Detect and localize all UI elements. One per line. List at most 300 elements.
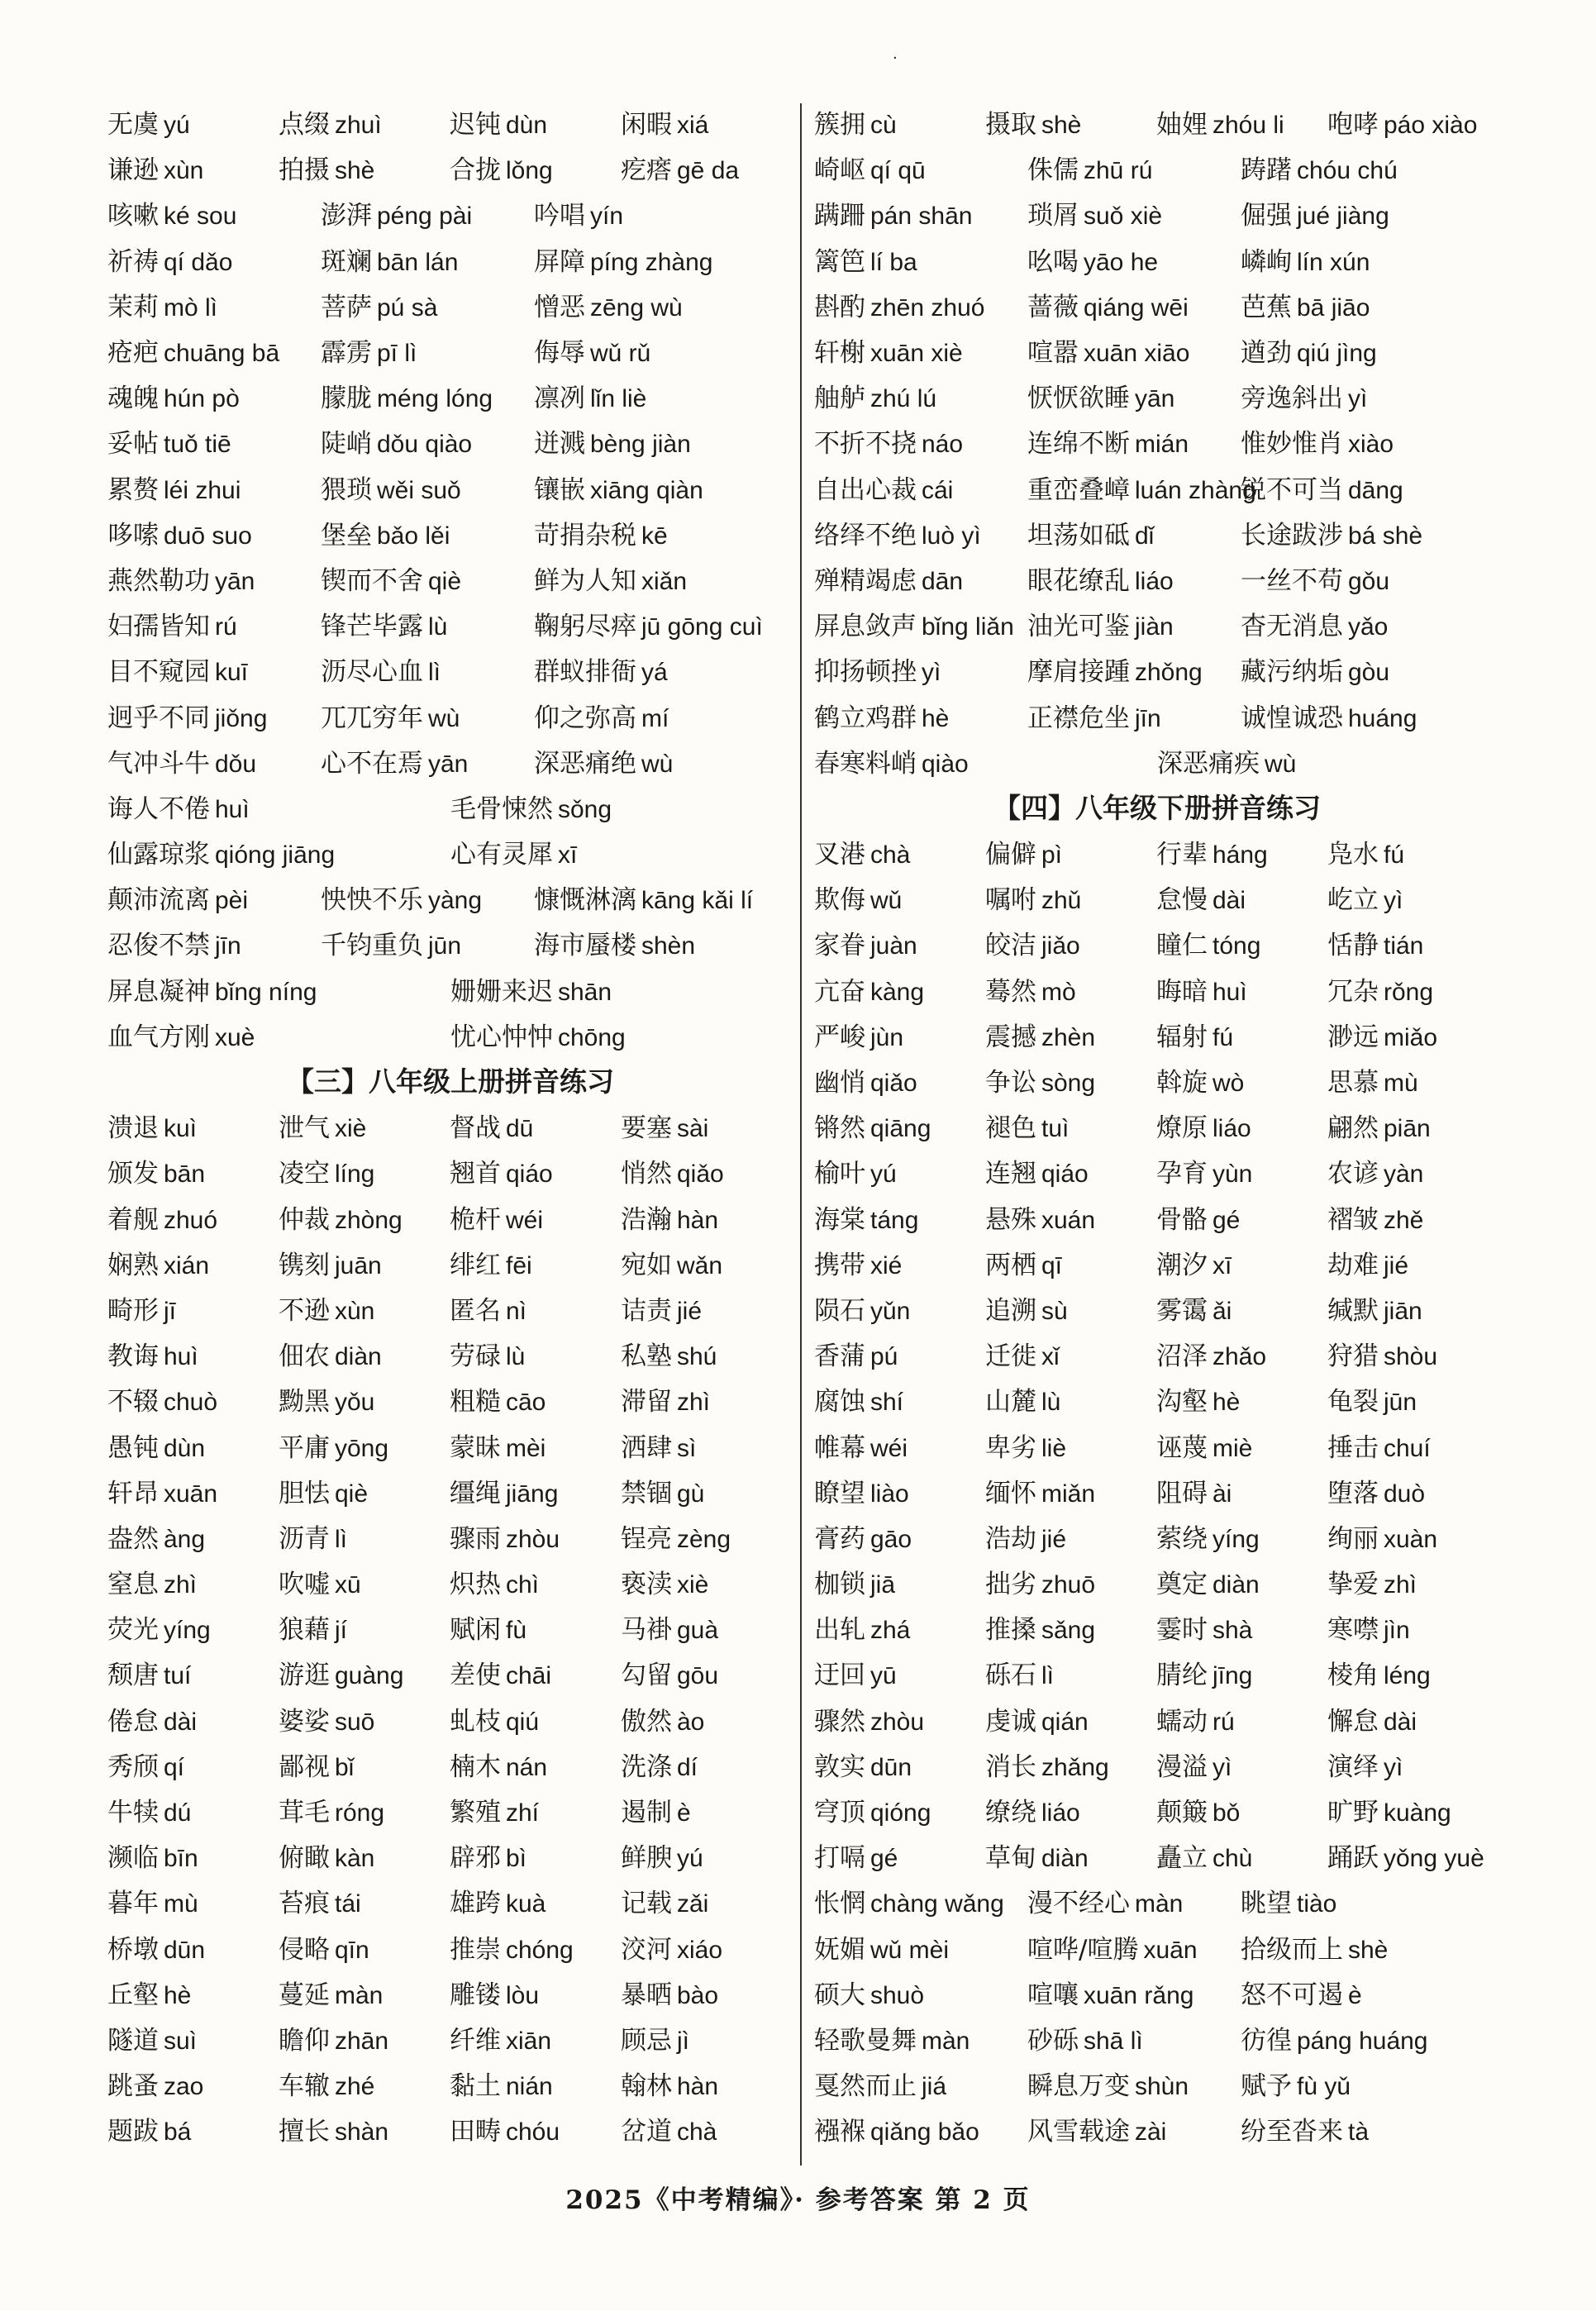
word-row (814, 1331, 1500, 1376)
word-text: 悄然 (621, 1159, 672, 1189)
pinyin-text: rǒng (1384, 978, 1434, 1006)
pinyin-text: jiàn (1135, 613, 1174, 641)
word-text: 佃农 (279, 1341, 330, 1372)
pinyin-text: lù (506, 1343, 526, 1371)
word-text: 仲裁 (279, 1204, 330, 1235)
word-entry (1027, 560, 1241, 597)
word-row (107, 555, 793, 601)
pinyin-text: shān (558, 978, 612, 1006)
word-entry (450, 1427, 621, 1464)
pinyin-text: yíng (164, 1617, 211, 1645)
pinyin-text: fù (506, 1617, 527, 1645)
pinyin-text: hè (922, 704, 950, 732)
word-text: 镶嵌 (534, 474, 585, 505)
word-text: 仰之弥高 (534, 703, 636, 733)
word-entry (450, 1654, 621, 1691)
word-entry (450, 1608, 621, 1646)
word-entry (985, 1608, 1156, 1646)
pinyin-text: zhì (677, 1389, 711, 1417)
word-text: 遏制 (621, 1798, 672, 1828)
word-entry (1327, 103, 1500, 141)
word-row (107, 738, 793, 784)
pinyin-text: liáo (1135, 567, 1174, 595)
word-text: 龟裂 (1327, 1387, 1379, 1418)
word-text: 蹒跚 (814, 201, 865, 231)
word-row (107, 2061, 793, 2106)
word-entry (450, 1472, 621, 1509)
word-entry (450, 1563, 621, 1600)
word-row (814, 601, 1500, 646)
word-entry (814, 103, 985, 141)
word-entry (321, 241, 534, 278)
word-text: 骤雨 (450, 1523, 501, 1554)
word-text: 差使 (450, 1661, 501, 1691)
word-row (814, 327, 1500, 373)
word-text: 家眷 (814, 931, 865, 961)
pinyin-text: bā jiāo (1297, 293, 1370, 322)
word-entry (450, 1107, 621, 1144)
left-column (107, 99, 793, 2151)
word-entry (1327, 1837, 1500, 1874)
word-entry (107, 1746, 279, 1783)
word-entry (814, 1928, 1027, 1966)
word-text: 累赘 (107, 474, 159, 505)
word-text: 燕然勒功 (107, 565, 210, 596)
word-text: 懈怠 (1327, 1706, 1379, 1737)
word-entry (814, 697, 1027, 734)
pinyin-text: tuí (164, 1662, 192, 1690)
word-entry (621, 1518, 793, 1555)
pinyin-text: mò (1041, 978, 1076, 1006)
pinyin-text: yān (215, 567, 255, 595)
pinyin-text: mò lì (164, 293, 218, 322)
word-entry (1156, 924, 1327, 961)
pinyin-text: ài (1212, 1480, 1232, 1508)
pinyin-text: lòu (506, 1981, 540, 2009)
pinyin-text: chóu chú (1297, 157, 1398, 185)
pinyin-text: chà (677, 2118, 717, 2147)
word-entry (985, 879, 1156, 916)
pinyin-text: lì (335, 1525, 347, 1553)
word-entry (621, 1700, 793, 1737)
word-text: 记载 (621, 1889, 672, 1919)
word-text: 侵略 (279, 1934, 330, 1965)
pinyin-text: luò yì (922, 522, 981, 550)
word-text: 阻碍 (1156, 1478, 1208, 1508)
word-row (814, 2061, 1500, 2106)
word-entry (279, 2065, 450, 2102)
word-text: 秀颀 (107, 1751, 159, 1782)
pinyin-text: bān lán (377, 248, 459, 276)
word-entry (279, 1928, 450, 1966)
word-text: 闲暇 (621, 110, 672, 141)
word-entry (321, 331, 534, 369)
word-row (107, 1742, 793, 1787)
word-row (107, 966, 793, 1012)
pinyin-text: yú (677, 1845, 703, 1873)
pinyin-text: zhòu (506, 1525, 560, 1553)
word-row (107, 373, 793, 418)
word-entry (279, 1380, 450, 1418)
word-text: 侏儒 (1027, 155, 1079, 186)
word-text: 滞留 (621, 1387, 672, 1418)
pinyin-text: màn (335, 1981, 384, 2009)
word-row (814, 692, 1500, 737)
word-entry (1327, 1654, 1500, 1691)
pinyin-text: zhì (164, 1571, 198, 1599)
word-text: 澎湃 (321, 201, 372, 231)
word-entry (534, 422, 793, 460)
word-entry (107, 1974, 279, 2011)
pinyin-text: yāo he (1084, 248, 1159, 276)
pinyin-text: gé (1212, 1206, 1241, 1234)
word-text: 田畴 (450, 2117, 501, 2147)
pinyin-text: yǔn (870, 1297, 911, 1325)
pinyin-text: chóng (506, 1936, 574, 1964)
word-entry (279, 1837, 450, 1874)
word-entry (1327, 879, 1500, 916)
word-text: 迁徙 (985, 1341, 1036, 1372)
word-text: 深恶痛绝 (534, 748, 636, 779)
word-text: 拾级而上 (1241, 1934, 1343, 1965)
word-row (107, 327, 793, 373)
word-entry (814, 1380, 985, 1418)
word-text: 辐射 (1156, 1022, 1208, 1052)
pinyin-text: jié (677, 1297, 703, 1325)
pinyin-text: gòu (1348, 659, 1390, 687)
pinyin-text: xuán (1041, 1206, 1096, 1234)
pinyin-text: tái (335, 1890, 361, 1918)
word-text: 褪色 (985, 1113, 1036, 1144)
word-row (107, 190, 793, 236)
pinyin-text: qiè (335, 1480, 369, 1508)
word-text: 锃亮 (621, 1523, 672, 1554)
word-entry (1156, 1700, 1327, 1737)
pinyin-text: qiǎo (677, 1160, 724, 1189)
pinyin-text: kuà (506, 1890, 546, 1918)
pinyin-text: shàn (335, 2118, 389, 2147)
word-text: 堡垒 (321, 520, 372, 550)
word-text: 敦实 (814, 1751, 865, 1782)
word-entry (1156, 1518, 1327, 1555)
word-entry (321, 469, 534, 506)
word-text: 漫溢 (1156, 1751, 1208, 1782)
word-entry (107, 241, 321, 278)
pinyin-text: yān (428, 750, 469, 778)
word-row (107, 874, 793, 920)
word-entry (814, 1061, 985, 1098)
pinyin-text: zao (164, 2073, 204, 2101)
word-text: 踌躇 (1241, 155, 1292, 186)
word-text: 马褂 (621, 1615, 672, 1646)
word-entry (814, 924, 985, 961)
pinyin-text: shā lì (1084, 2027, 1143, 2055)
pinyin-text: xuān (1143, 1936, 1198, 1964)
pinyin-text: péng pài (377, 203, 473, 231)
word-text: 海市蜃楼 (534, 931, 636, 961)
word-entry (1241, 422, 1500, 460)
word-row (814, 190, 1500, 236)
word-entry (107, 560, 321, 597)
word-text: 纤维 (450, 2025, 501, 2056)
pinyin-text: dān (922, 567, 964, 595)
pinyin-text: xū (335, 1571, 361, 1599)
word-entry (985, 1837, 1156, 1874)
word-text: 妥帖 (107, 429, 159, 460)
pinyin-text: zhān (335, 2027, 389, 2055)
word-text: 跳蚤 (107, 2071, 159, 2102)
pinyin-text: è (1348, 1981, 1362, 2009)
word-entry (1027, 331, 1241, 369)
word-row (107, 1240, 793, 1285)
pinyin-text: bá shè (1348, 522, 1423, 550)
pinyin-text: jiān (1384, 1297, 1422, 1325)
word-entry (107, 924, 321, 961)
word-row (107, 1696, 793, 1742)
pinyin-text: xiè (335, 1115, 367, 1143)
pinyin-text: hàn (677, 1206, 719, 1234)
word-entry (814, 833, 985, 870)
word-text: 不逊 (279, 1295, 330, 1326)
pinyin-text: diàn (335, 1343, 382, 1371)
word-text: 顾忌 (621, 2025, 672, 2056)
pinyin-text: kuì (164, 1115, 198, 1143)
word-text: 轩昂 (107, 1478, 159, 1508)
word-text: 鲜腴 (621, 1843, 672, 1874)
word-entry (107, 1427, 279, 1464)
word-entry (107, 149, 279, 186)
word-entry (814, 2065, 1027, 2102)
pinyin-text: pú sà (377, 293, 438, 322)
word-entry (1241, 2065, 1500, 2102)
word-entry (534, 924, 793, 961)
word-entry (814, 1107, 985, 1144)
word-text: 不辍 (107, 1387, 159, 1418)
word-entry (985, 1107, 1156, 1144)
word-text: 眺望 (1241, 1889, 1292, 1919)
word-text: 浩劫 (985, 1523, 1036, 1554)
word-entry (107, 1928, 279, 1966)
word-entry (1027, 241, 1241, 278)
pinyin-text: yì (1384, 1753, 1403, 1781)
word-row (107, 1468, 793, 1513)
word-row (107, 2106, 793, 2151)
word-text: 腈纶 (1156, 1661, 1208, 1691)
word-text: 棱角 (1327, 1661, 1379, 1691)
word-entry (1327, 1289, 1500, 1327)
word-entry (534, 286, 793, 323)
pinyin-text: chāi (506, 1662, 552, 1690)
word-row (814, 510, 1500, 555)
word-text: 胆怯 (279, 1478, 330, 1508)
word-text: 帷幕 (814, 1432, 865, 1463)
word-row (107, 1148, 793, 1194)
word-entry (107, 1563, 279, 1600)
word-entry (985, 1016, 1156, 1053)
word-entry (107, 1152, 279, 1189)
pinyin-text: qiú (506, 1708, 540, 1736)
word-entry (1156, 1608, 1327, 1646)
pinyin-text: ké sou (164, 203, 237, 231)
pinyin-text: dùn (506, 112, 548, 140)
word-text: 腐蚀 (814, 1387, 865, 1418)
word-text: 缅怀 (985, 1478, 1036, 1508)
word-entry (450, 1928, 621, 1966)
word-text: 雾霭 (1156, 1295, 1208, 1326)
word-entry (621, 1152, 793, 1189)
word-entry (321, 697, 534, 734)
pinyin-text: guà (677, 1617, 719, 1645)
pinyin-text: dū (506, 1115, 534, 1143)
pinyin-text: tián (1384, 932, 1424, 960)
word-entry (450, 1746, 621, 1783)
word-text: 芭蕉 (1241, 292, 1292, 322)
word-text: 倦怠 (107, 1706, 159, 1737)
word-text: 怠慢 (1156, 885, 1208, 916)
pinyin-text: dùn (164, 1434, 206, 1462)
pinyin-text: zhū rú (1084, 157, 1153, 185)
pinyin-text: líng (335, 1160, 375, 1189)
pinyin-text: xiǎn (641, 567, 688, 595)
pinyin-text: chuí (1384, 1434, 1431, 1462)
word-entry (107, 605, 321, 642)
section-4-title: 【四】八年级下册拼音练习 (993, 791, 1321, 824)
word-text: 洨河 (621, 1934, 672, 1965)
word-text: 深恶痛疾 (1157, 748, 1260, 779)
word-entry (621, 1882, 793, 1919)
word-entry (450, 1289, 621, 1327)
word-text: 锐不可当 (1241, 474, 1343, 505)
pinyin-text: diàn (1041, 1845, 1089, 1873)
word-entry (621, 1472, 793, 1509)
word-text: 矗立 (1156, 1843, 1208, 1874)
word-entry (814, 1700, 985, 1737)
pinyin-text: shè (1348, 1936, 1389, 1964)
word-text: 屏障 (534, 246, 585, 277)
word-entry (985, 1746, 1156, 1783)
word-text: 浩瀚 (621, 1204, 672, 1235)
word-row (107, 1924, 793, 1970)
word-text: 屏息凝神 (107, 976, 210, 1007)
word-text: 楠木 (450, 1751, 501, 1782)
word-entry (814, 469, 1027, 506)
pinyin-text: shè (335, 157, 375, 185)
pinyin-text: dài (1212, 887, 1246, 915)
word-row (814, 920, 1500, 965)
word-entry (814, 1654, 985, 1691)
word-entry (1327, 1061, 1500, 1098)
pinyin-text: yǒu (335, 1389, 375, 1417)
word-text: 喧嚷 (1027, 1980, 1079, 2010)
word-text: 演绎 (1327, 1751, 1379, 1782)
word-text: 辟邪 (450, 1843, 501, 1874)
pinyin-text: xùn (164, 157, 204, 185)
word-entry (621, 1198, 793, 1236)
word-entry (985, 103, 1156, 141)
word-entry (107, 194, 321, 231)
word-row (814, 1103, 1500, 1148)
word-text: 不折不挠 (814, 429, 917, 460)
pinyin-text: dūn (870, 1753, 912, 1781)
word-text: 窒息 (107, 1570, 159, 1600)
pinyin-text: suǒ xiè (1084, 203, 1163, 231)
word-text: 侮辱 (534, 338, 585, 369)
pinyin-text: kàng (870, 978, 925, 1006)
word-entry (279, 1244, 450, 1281)
pinyin-text: chù (1212, 1845, 1253, 1873)
word-row (814, 373, 1500, 418)
word-text: 朦胧 (321, 384, 372, 414)
word-entry (279, 1700, 450, 1737)
pinyin-text: zēng wù (590, 293, 683, 322)
pinyin-text: jūn (1384, 1389, 1417, 1417)
word-text: 赋闲 (450, 1615, 501, 1646)
word-entry (814, 650, 1027, 688)
pinyin-text: hún pò (164, 385, 240, 413)
word-entry (450, 2110, 621, 2147)
word-entry (1156, 833, 1327, 870)
word-entry (1156, 1654, 1327, 1691)
pinyin-text: léi zhui (164, 476, 241, 504)
word-entry (107, 331, 321, 369)
pinyin-text: duò (1384, 1480, 1426, 1508)
word-entry (1327, 1472, 1500, 1509)
word-text: 炽热 (450, 1570, 501, 1600)
pinyin-text: dāng (1348, 476, 1403, 504)
word-entry (107, 1198, 279, 1236)
word-entry (1027, 1974, 1241, 2011)
word-row (814, 738, 1500, 784)
word-entry (450, 103, 621, 141)
pinyin-text: xuān (164, 1480, 218, 1508)
word-entry (279, 1791, 450, 1828)
word-text: 轩榭 (814, 338, 865, 369)
pinyin-text: juàn (870, 932, 917, 960)
pinyin-text: méng lóng (377, 385, 493, 413)
word-text: 憎恶 (534, 292, 585, 322)
word-text: 摩肩接踵 (1027, 657, 1130, 688)
word-row (814, 555, 1500, 601)
pinyin-text: qiāng (870, 1115, 931, 1143)
pinyin-text: zǎi (677, 1890, 709, 1918)
word-row (814, 1604, 1500, 1650)
pinyin-text: yíng (1212, 1525, 1260, 1553)
word-text: 黏土 (450, 2071, 501, 2102)
pinyin-text: bèng jiàn (590, 431, 691, 459)
word-entry (1241, 1974, 1500, 2011)
pinyin-text: dǒu qiào (377, 431, 473, 459)
word-entry (534, 605, 793, 642)
word-text: 茸毛 (279, 1798, 330, 1828)
word-text: 推崇 (450, 1934, 501, 1965)
word-row (814, 1376, 1500, 1422)
word-row (814, 1924, 1500, 1970)
pinyin-text: shí (870, 1389, 904, 1417)
pinyin-text: wěi suǒ (377, 476, 461, 504)
word-entry (621, 1289, 793, 1327)
pinyin-text: xiáo (677, 1936, 723, 1964)
word-entry (107, 1608, 279, 1646)
word-text: 霹雳 (321, 338, 372, 369)
pinyin-text: róng (335, 1799, 385, 1827)
pinyin-text: nán (506, 1753, 548, 1781)
pinyin-text: kāng kǎi lí (641, 887, 754, 915)
word-text: 凌空 (279, 1159, 330, 1189)
word-entry (1027, 194, 1241, 231)
pinyin-text: xuàn (1384, 1525, 1438, 1553)
word-text: 轻歌曼舞 (814, 2025, 917, 2056)
word-text: 殚精竭虑 (814, 565, 917, 596)
